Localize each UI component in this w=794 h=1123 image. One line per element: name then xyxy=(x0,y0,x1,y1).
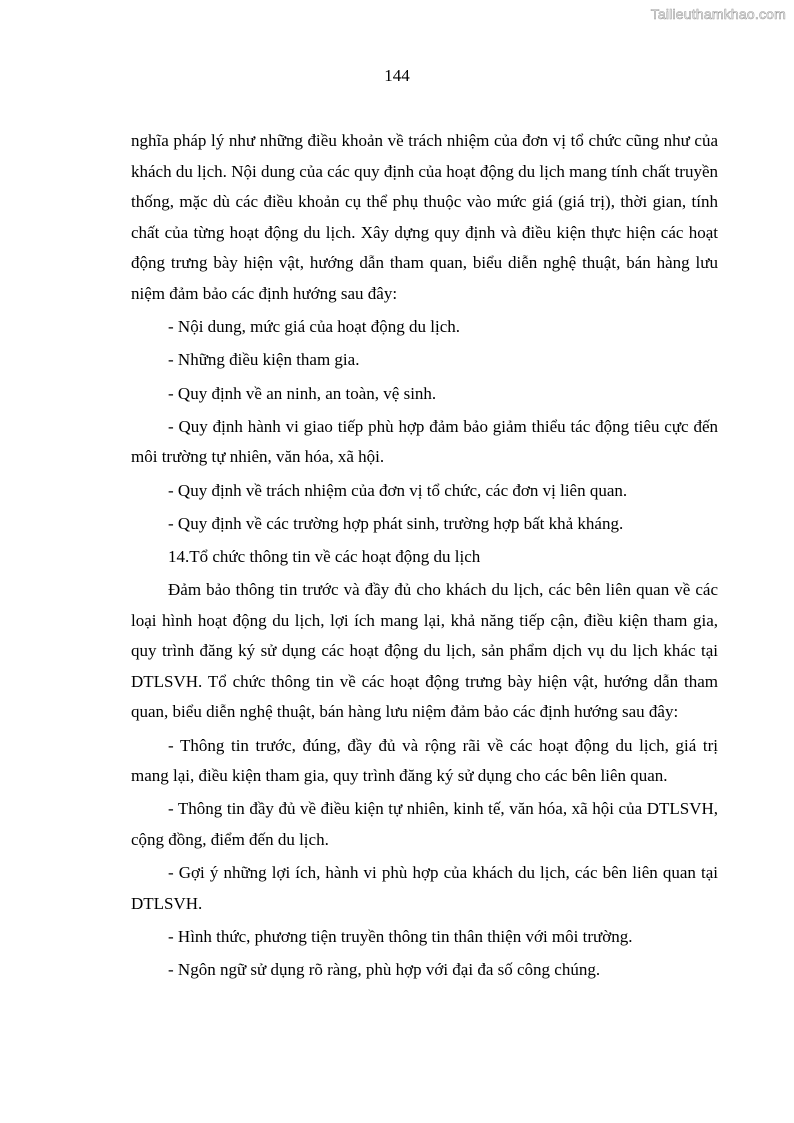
page-number: 144 xyxy=(384,66,410,85)
watermark-text: Tailieuthamkhao.com xyxy=(650,6,786,22)
intro-paragraph: nghĩa pháp lý như những điều khoản về trách nhiệm của đơn vị tổ chức cũng như của khách du lịch. Nội dung của các quy định của hoạt động du lịch mang tính chất truyền thống, mặc dù các điều khoản cụ thể phụ thuộc vào mức giá (giá trị), thời gian, tính chất của từng hoạt động du lịch. Xây dựng quy định và điều kiện thực hiện các hoạt động trưng bày hiện vật, hướng dẫn tham quan, biểu diễn nghệ thuật, bán hàng lưu niệm đảm bảo các định hướng sau đây: xyxy=(131,131,718,303)
info-item-suggestions: - Gợi ý những lợi ích, hành vi phù hợp của khách du lịch, các bên liên quan tại DTLSVH. xyxy=(131,863,718,913)
section-paragraph: Đảm bảo thông tin trước và đầy đủ cho khách du lịch, các bên liên quan về các loại hình hoạt động du lịch, lợi ích mang lại, khả năng tiếp cận, điều kiện tham gia, quy trình đăng ký sử dụng các hoạt động du lịch, sản phẩm dịch vụ du lịch khác tại DTLSVH. Tổ chức thông tin về các hoạt động trưng bày hiện vật, hướng dẫn tham quan, biểu diễn nghệ thuật, bán hàng lưu niệm đảm bảo các định hướng sau đây: xyxy=(131,580,718,722)
info-item-media: - Hình thức, phương tiện truyền thông tin thân thiện với môi trường. xyxy=(168,926,633,946)
regulation-item-content-price: - Nội dung, mức giá của hoạt động du lịch. xyxy=(168,317,461,337)
info-item-language: - Ngôn ngữ sử dụng rõ ràng, phù hợp với đại đa số công chúng. xyxy=(168,960,601,980)
section-heading: 14.Tổ chức thông tin về các hoạt động du lịch xyxy=(168,546,481,566)
regulation-item-force-majeure: - Quy định về các trường hợp phát sinh, trường hợp bất khả kháng. xyxy=(168,513,624,533)
regulation-item-security: - Quy định về an ninh, an toàn, vệ sinh. xyxy=(168,383,437,403)
info-item-advance-info: - Thông tin trước, đúng, đầy đủ và rộng rãi về các hoạt động du lịch, giá trị mang lại, điều kiện tham gia, quy trình đăng ký sử dụng cho các bên liên quan. xyxy=(131,735,718,786)
regulation-item-responsibility: - Quy định về trách nhiệm của đơn vị tổ chức, các đơn vị liên quan. xyxy=(168,480,628,500)
document-body xyxy=(131,126,718,988)
info-item-conditions: - Thông tin đầy đủ về điều kiện tự nhiên, kinh tế, văn hóa, xã hội của DTLSVH, cộng đồng, điểm đến du lịch. xyxy=(131,799,718,849)
regulation-item-behavior: - Quy định hành vi giao tiếp phù hợp đảm bảo giảm thiểu tác động tiêu cực đến môi trường tự nhiên, văn hóa, xã hội. xyxy=(131,416,718,467)
regulation-item-conditions: - Những điều kiện tham gia. xyxy=(168,350,360,370)
